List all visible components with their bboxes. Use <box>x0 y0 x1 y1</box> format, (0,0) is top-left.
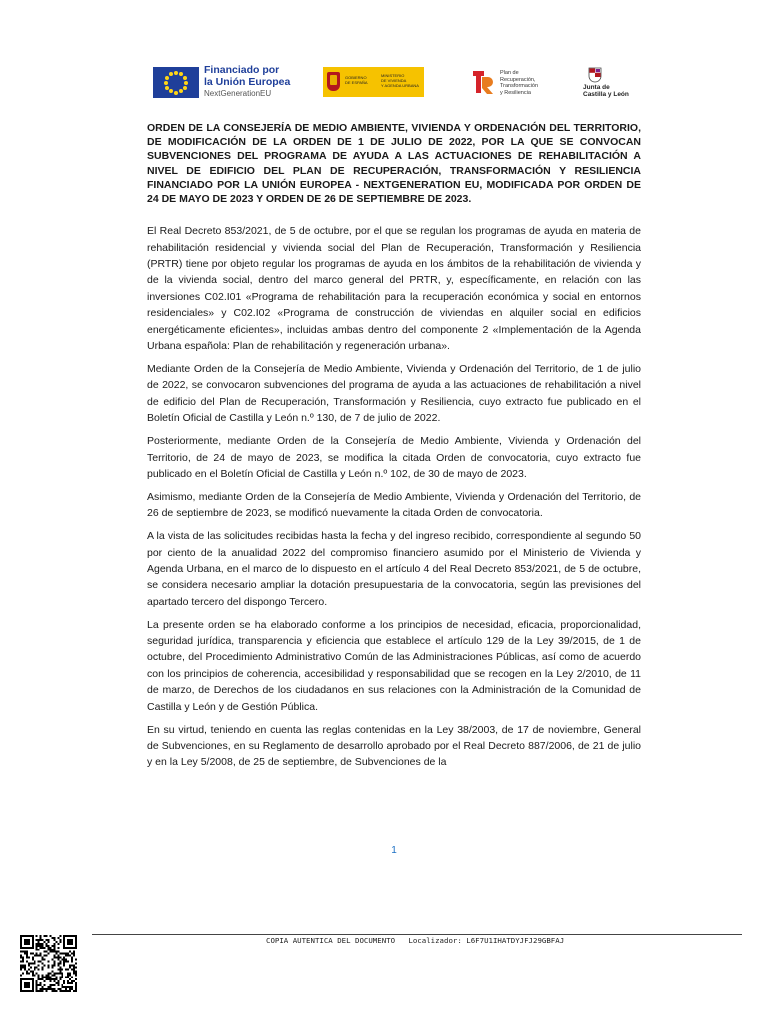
eu-star-icon <box>174 71 178 75</box>
eu-logo-line3: NextGenerationEU <box>204 89 272 98</box>
eu-star-icon <box>184 81 188 85</box>
paragraph-4: Asimismo, mediante Orden de la Consejería de Medio Ambiente, Vivienda y Ordenación del Territorio, de 26 de septiembre de 2023, se modificó nuevamente la citada Orden de convocatoria. <box>147 490 641 520</box>
prtr-logo-icon <box>472 69 494 95</box>
paragraph-2: Mediante Orden de la Consejería de Medio Ambiente, Vivienda y Ordenación del Territorio, de 1 de julio de 2022, se convocaron subvenciones del programa de ayuda a las actuaciones de rehabilitación a nivel de edificio del Plan de Recuperación, Transformación y Resiliencia, cuyo extracto fue publicado en el Boletín Oficial de Castilla y León n.º 130, de 7 de julio de 2022. <box>147 362 641 425</box>
prtr-logo-text: Plan de Recuperación, Transformación y Resiliencia <box>500 70 539 96</box>
paragraph-3: Posteriormente, mediante Orden de la Consejería de Medio Ambiente, Vivienda y Ordenación del Territorio, de 24 de mayo de 2023, se modifica la citada Orden de convocatoria, cuyo extracto fue publicado en el Boletín Oficial de Castilla y León n.º 102, de 30 de mayo de 2023. <box>147 435 641 480</box>
eu-star-icon <box>179 89 183 93</box>
gobierno-ministerio-logo <box>323 67 424 97</box>
eu-star-icon <box>183 86 187 90</box>
eu-star-icon <box>169 72 173 76</box>
locator-label: Localizador: <box>408 936 462 945</box>
footer-verification <box>266 936 564 945</box>
eu-flag-icon <box>153 67 199 98</box>
eu-star-icon <box>169 89 173 93</box>
paragraph-7: En su virtud, teniendo en cuenta las reglas contenidas en la Ley 38/2003, de 17 de noviembre, General de Subvenciones, en su Reglamento de desarrollo aprobado por el Real Decreto 887/2006, de 21 de julio y en la Ley 5/2008, de 25 de septiembre, de Subvenciones de la <box>147 723 641 769</box>
eu-star-icon <box>165 86 169 90</box>
document-body <box>147 121 641 777</box>
ministerio-logo-text: MINISTERIO DE VIVIENDA Y AGENDA URBANA <box>381 73 419 88</box>
paragraph-5: A la vista de las solicitudes recibidas hasta la fecha y del ingreso recibido, correspondiente al segundo 50 por ciento de la anualidad 2022 del compromiso financiero asumido por el Ministerio de Vivienda y Agenda Urbana, en el marco de lo dispuesto en el artículo 4 del Real Decreto 853/2021, de 5 de octubre, se considera necesario ampliar la dotación presupuestaria de la convocatoria, según las previsiones del apartado tercero del dispongo Tercero. <box>147 530 641 608</box>
eu-logo-line1: Financiado por <box>204 64 280 76</box>
eu-star-icon <box>165 76 169 80</box>
document-title: ORDEN DE LA CONSEJERÍA DE MEDIO AMBIENTE, VIVIENDA Y ORDENACIÓN DEL TERRITORIO, DE MODIFICACIÓN DE LA ORDEN DE 1 DE JULIO DE 2022, POR LA QUE SE CONVOCAN SUBVENCIONES DEL PROGRAMA DE AYUDA A LAS ACTUACIONES DE REHABILITACIÓN A NIVEL DE EDIFICIO DEL PLAN DE RECUPERACIÓN, TRANSFORMACIÓN Y RESILIENCIA FINANCIADO POR LA UNIÓN EUROPEA - NEXTGENERATION EU, MODIFICADA POR ORDEN DE 24 DE MAYO DE 2023 Y ORDEN DE 26 DE SEPTIEMBRE DE 2023. <box>147 122 641 206</box>
paragraph-1: El Real Decreto 853/2021, de 5 de octubre, por el que se regulan los programas de ayuda en materia de rehabilitación residencial y vivienda social del Plan de Recuperación, Transformación y Resiliencia (PRTR) tiene por objeto regular los programas de ayuda en los ámbitos de la rehabilitación de vivienda y de la vivienda social, dentro del marco general del PRTR, y, específicamente, en relación con las inversiones C02.I01 «Programa de rehabilitación para la recuperación económica y social en entornos residenciales» y C02.I02 «Programa de construcción de viviendas en alquiler social en edificios energéticamente eficientes», incluidas ambas dentro del componente 2 «Implementación de la Agenda Urbana española: Plan de rehabilitación y regeneración urbana». <box>147 225 641 353</box>
locator-code: L6F7U1IHATDYJFJ29GBFAJ <box>466 936 565 945</box>
paragraph-6: La presente orden se ha elaborado conforme a los principios de necesidad, eficacia, proporcionalidad, seguridad jurídica, transparencia y eficiencia que establece el artículo 129 de la Ley 39/2015, de 1 de octubre, del Procedimiento Administrativo Común de las Administraciones Públicas, así como de acuerdo con los principios de coherencia, accesibilidad y responsabilidad que se recogen en la Ley 2/2010, de 11 de marzo, de Derechos de los ciudadanos en sus relaciones con la Administración de la Comunidad de Castilla y León y de Gestión Pública. <box>147 618 641 713</box>
footer-divider <box>92 934 742 935</box>
eu-logo-line2: la Unión Europea <box>204 76 291 88</box>
jcyl-shield-icon <box>588 67 602 83</box>
header-logos <box>150 64 634 104</box>
eu-star-icon <box>164 81 168 85</box>
jcyl-logo-text: Junta de Castilla y León <box>583 84 629 98</box>
gobierno-logo-text: GOBIERNO DE ESPAÑA <box>345 75 368 85</box>
copy-label: COPIA AUTENTICA DEL DOCUMENTO <box>266 936 396 945</box>
eu-star-icon <box>179 72 183 76</box>
spain-coat-of-arms-icon <box>327 72 340 91</box>
page-number: 1 <box>391 845 397 856</box>
eu-star-icon <box>183 76 187 80</box>
qr-code-icon[interactable] <box>20 935 77 992</box>
eu-logo <box>150 64 300 102</box>
eu-star-icon <box>174 91 178 95</box>
